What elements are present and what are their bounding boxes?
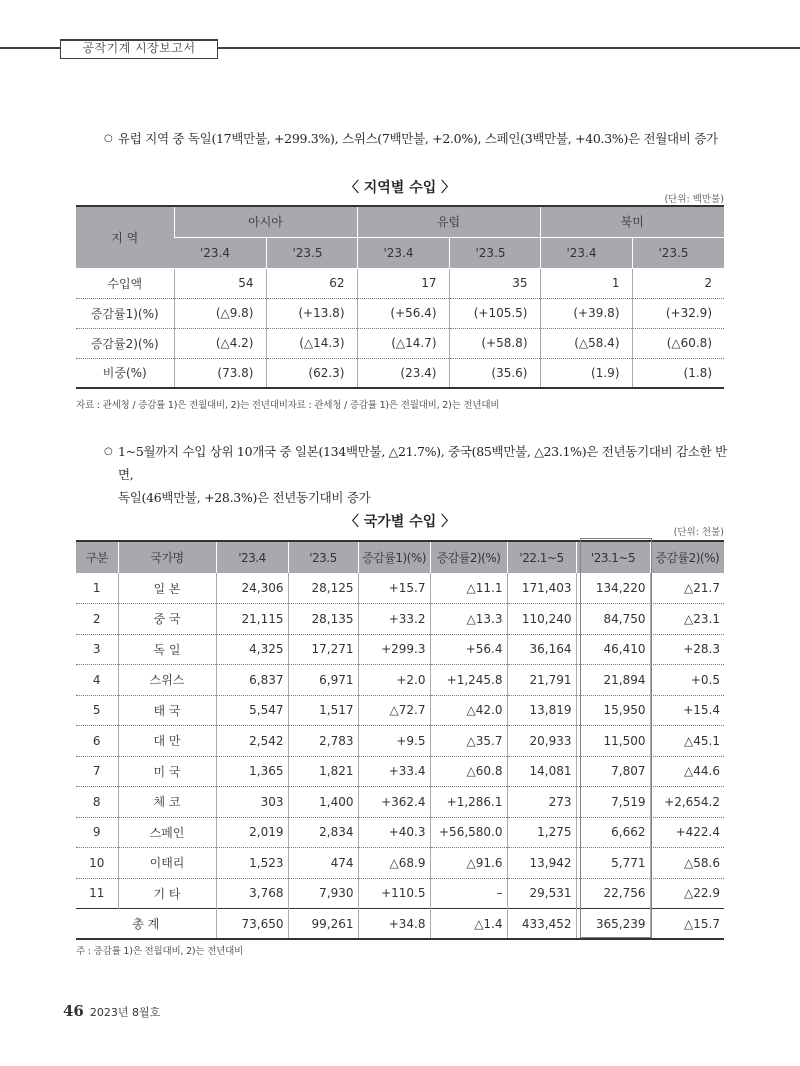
table-row bbox=[76, 604, 724, 635]
rank-cell: 3 bbox=[76, 634, 118, 665]
table-cell: 273 bbox=[507, 787, 576, 818]
row-label: 증감률1)(%) bbox=[76, 298, 174, 328]
table-row bbox=[76, 878, 724, 909]
table-cell: +9.5 bbox=[358, 726, 430, 757]
table-cell: (+56.4) bbox=[357, 298, 449, 328]
table-cell: △44.6 bbox=[650, 756, 724, 787]
table-cell: 62 bbox=[266, 268, 357, 298]
table-cell: 1,275 bbox=[507, 817, 576, 848]
paragraph-europe bbox=[104, 127, 728, 150]
table-cell: 54 bbox=[174, 268, 266, 298]
table-cell: +56,580.0 bbox=[430, 817, 507, 848]
table-cell: (△14.7) bbox=[357, 328, 449, 358]
rank-cell: 4 bbox=[76, 665, 118, 696]
table-cell: 28,125 bbox=[288, 573, 358, 604]
table-cell: 24,306 bbox=[216, 573, 288, 604]
table-cell: 171,403 bbox=[507, 573, 576, 604]
country-cell: 독 일 bbox=[118, 634, 216, 665]
table-cell: 15,950 bbox=[576, 695, 650, 726]
table-cell: △72.7 bbox=[358, 695, 430, 726]
table-cell: 1,821 bbox=[288, 756, 358, 787]
table-cell: △68.9 bbox=[358, 848, 430, 879]
table-cell: +299.3 bbox=[358, 634, 430, 665]
table-cell: △21.7 bbox=[650, 573, 724, 604]
period-header: '23.5 bbox=[632, 237, 724, 268]
column-header: 증감률1)(%) bbox=[358, 541, 430, 573]
table-cell: +15.4 bbox=[650, 695, 724, 726]
table-cell: (+105.5) bbox=[449, 298, 540, 328]
table-cell: 6,837 bbox=[216, 665, 288, 696]
table-cell: (△60.8) bbox=[632, 328, 724, 358]
table-cell: 84,750 bbox=[576, 604, 650, 635]
table-row bbox=[76, 756, 724, 787]
country-cell: 미 국 bbox=[118, 756, 216, 787]
table-cell: 2,542 bbox=[216, 726, 288, 757]
table1-unit: (단위: 백만불) bbox=[664, 194, 724, 205]
table-cell: △15.7 bbox=[650, 909, 724, 940]
table-cell: 36,164 bbox=[507, 634, 576, 665]
table-cell: (△9.8) bbox=[174, 298, 266, 328]
rank-cell: 7 bbox=[76, 756, 118, 787]
total-row bbox=[76, 909, 724, 940]
table-row bbox=[76, 634, 724, 665]
rank-cell: 1 bbox=[76, 573, 118, 604]
header-rule-right bbox=[218, 47, 800, 49]
table-row bbox=[76, 726, 724, 757]
table-cell: (△4.2) bbox=[174, 328, 266, 358]
table1-caption: 〈 지역별 수입 〉 bbox=[344, 180, 456, 196]
table-cell: 22,756 bbox=[576, 878, 650, 909]
table-row bbox=[76, 695, 724, 726]
table-cell: (1.9) bbox=[540, 358, 632, 388]
country-cell: 이태리 bbox=[118, 848, 216, 879]
table-cell: 99,261 bbox=[288, 909, 358, 940]
table-cell: +422.4 bbox=[650, 817, 724, 848]
table-cell: △11.1 bbox=[430, 573, 507, 604]
table-cell: +2,654.2 bbox=[650, 787, 724, 818]
table-cell: △13.3 bbox=[430, 604, 507, 635]
table-cell: 1,523 bbox=[216, 848, 288, 879]
country-cell: 중 국 bbox=[118, 604, 216, 635]
column-header: 국가명 bbox=[118, 541, 216, 573]
column-header: '22.1~5 bbox=[507, 541, 576, 573]
rank-cell: 9 bbox=[76, 817, 118, 848]
table-cell: (+32.9) bbox=[632, 298, 724, 328]
rank-cell: 5 bbox=[76, 695, 118, 726]
table-cell: 20,933 bbox=[507, 726, 576, 757]
country-cell: 태 국 bbox=[118, 695, 216, 726]
period-header: '23.5 bbox=[266, 237, 357, 268]
country-cell: 스위스 bbox=[118, 665, 216, 696]
table-row bbox=[76, 328, 724, 358]
table-row bbox=[76, 665, 724, 696]
table-cell: 17 bbox=[357, 268, 449, 298]
table-row bbox=[76, 787, 724, 818]
table-cell: 5,771 bbox=[576, 848, 650, 879]
table2-note: 주 : 증감률 1)은 전월대비, 2)는 전년대비 bbox=[76, 946, 244, 957]
table-cell: (35.6) bbox=[449, 358, 540, 388]
table-cell: 1,365 bbox=[216, 756, 288, 787]
paragraph-top-countries bbox=[104, 440, 728, 509]
rank-cell: 8 bbox=[76, 787, 118, 818]
table-cell: 13,819 bbox=[507, 695, 576, 726]
table-cell: △35.7 bbox=[430, 726, 507, 757]
table-cell: 5,547 bbox=[216, 695, 288, 726]
table-row bbox=[76, 573, 724, 604]
table-cell: 1,517 bbox=[288, 695, 358, 726]
page-number: 46 bbox=[63, 1002, 84, 1020]
issue-date: 2023년 8월호 bbox=[89, 1006, 161, 1019]
table-cell: 2,783 bbox=[288, 726, 358, 757]
table-cell: +1,286.1 bbox=[430, 787, 507, 818]
table-cell: 21,894 bbox=[576, 665, 650, 696]
table-cell: (+13.8) bbox=[266, 298, 357, 328]
column-header: '23.5 bbox=[288, 541, 358, 573]
table-cell: △23.1 bbox=[650, 604, 724, 635]
table-cell: (+58.8) bbox=[449, 328, 540, 358]
table-cell: 46,410 bbox=[576, 634, 650, 665]
table-cell: +110.5 bbox=[358, 878, 430, 909]
table-cell: 35 bbox=[449, 268, 540, 298]
region-header: 아시아 bbox=[174, 206, 357, 237]
total-label: 총 계 bbox=[76, 909, 216, 940]
table-cell: +56.4 bbox=[430, 634, 507, 665]
country-cell: 일 본 bbox=[118, 573, 216, 604]
table-cell: 1 bbox=[540, 268, 632, 298]
table-cell: 7,519 bbox=[576, 787, 650, 818]
page-footer bbox=[63, 1002, 160, 1020]
table-cell: △22.9 bbox=[650, 878, 724, 909]
period-header: '23.5 bbox=[449, 237, 540, 268]
table-row bbox=[76, 358, 724, 388]
country-cell: 스페인 bbox=[118, 817, 216, 848]
table-cell: (+39.8) bbox=[540, 298, 632, 328]
table-cell: +28.3 bbox=[650, 634, 724, 665]
column-header: 증감률2)(%) bbox=[650, 541, 724, 573]
region-header: 북미 bbox=[540, 206, 724, 237]
rank-cell: 2 bbox=[76, 604, 118, 635]
country-import-table bbox=[76, 540, 724, 940]
table-cell: (73.8) bbox=[174, 358, 266, 388]
country-cell: 체 코 bbox=[118, 787, 216, 818]
column-header: 증감률2)(%) bbox=[430, 541, 507, 573]
table-cell: +40.3 bbox=[358, 817, 430, 848]
table-cell: △60.8 bbox=[430, 756, 507, 787]
table1-corner: 지 역 bbox=[76, 206, 174, 268]
table-cell: 2,019 bbox=[216, 817, 288, 848]
table-cell: +33.2 bbox=[358, 604, 430, 635]
table-cell: 110,240 bbox=[507, 604, 576, 635]
table-cell: +362.4 bbox=[358, 787, 430, 818]
table-cell: 4,325 bbox=[216, 634, 288, 665]
table-cell: +0.5 bbox=[650, 665, 724, 696]
table-cell: 13,942 bbox=[507, 848, 576, 879]
table-cell: 2 bbox=[632, 268, 724, 298]
table-cell: 433,452 bbox=[507, 909, 576, 940]
period-header: '23.4 bbox=[174, 237, 266, 268]
table-cell: 7,807 bbox=[576, 756, 650, 787]
table-cell: △58.6 bbox=[650, 848, 724, 879]
table-cell: 21,115 bbox=[216, 604, 288, 635]
rank-cell: 11 bbox=[76, 878, 118, 909]
row-label: 비중(%) bbox=[102, 366, 147, 381]
header-title: 공작기계 시장보고서 bbox=[60, 39, 218, 59]
table-cell: △45.1 bbox=[650, 726, 724, 757]
bullet-icon: ○ bbox=[104, 133, 113, 144]
table-cell: 14,081 bbox=[507, 756, 576, 787]
regional-import-table bbox=[76, 205, 724, 389]
table-cell: – bbox=[430, 878, 507, 909]
row-label: 수입액 bbox=[76, 268, 174, 298]
table-cell: 6,662 bbox=[576, 817, 650, 848]
table-cell: △91.6 bbox=[430, 848, 507, 879]
table-cell: (62.3) bbox=[266, 358, 357, 388]
table-cell: 21,791 bbox=[507, 665, 576, 696]
period-header: '23.4 bbox=[357, 237, 449, 268]
table-cell: 1,400 bbox=[288, 787, 358, 818]
table-cell: +2.0 bbox=[358, 665, 430, 696]
paragraph-europe-text: 유럽 지역 중 독일(17백만불, +299.3%), 스위스(7백만불, +2.0%), 스페인(3백만불, +40.3%)은 전월대비 증가 bbox=[118, 131, 718, 146]
header-rule-left bbox=[0, 47, 60, 49]
table-cell: △42.0 bbox=[430, 695, 507, 726]
table-cell: 2,834 bbox=[288, 817, 358, 848]
bullet-icon: ○ bbox=[104, 446, 113, 457]
table-cell: (1.8) bbox=[632, 358, 724, 388]
table-cell: 7,930 bbox=[288, 878, 358, 909]
table-cell: 474 bbox=[288, 848, 358, 879]
period-header: '23.4 bbox=[540, 237, 632, 268]
table2-unit: (단위: 천불) bbox=[673, 527, 724, 538]
table-row bbox=[76, 848, 724, 879]
table-cell: 11,500 bbox=[576, 726, 650, 757]
table1-note: 자료 : 관세청 / 증감률 1)은 전월대비, 2)는 전년대비자료 : 관세청 / 증감률 1)은 전월대비, 2)는 전년대비 bbox=[76, 400, 500, 411]
table-row bbox=[76, 298, 724, 328]
table-row bbox=[76, 268, 724, 298]
table-cell: △1.4 bbox=[430, 909, 507, 940]
country-cell: 대 만 bbox=[118, 726, 216, 757]
column-header: '23.1~5 bbox=[576, 541, 650, 573]
table-cell: (23.4) bbox=[357, 358, 449, 388]
table-cell: +15.7 bbox=[358, 573, 430, 604]
row-label: 증감률2)(%) bbox=[76, 328, 174, 358]
column-header: '23.4 bbox=[216, 541, 288, 573]
table-cell: 73,650 bbox=[216, 909, 288, 940]
paragraph-top-countries-line2: 독일(46백만불, +28.3%)은 전년동기대비 증가 bbox=[118, 490, 371, 505]
table-cell: 3,768 bbox=[216, 878, 288, 909]
table-cell: 29,531 bbox=[507, 878, 576, 909]
country-cell: 기 타 bbox=[118, 878, 216, 909]
paragraph-top-countries-line1: 1~5월까지 수입 상위 10개국 중 일본(134백만불, △21.7%), 중국(85백만불, △23.1%)은 전년동기대비 감소한 반면, bbox=[118, 444, 727, 482]
table2-caption: 〈 국가별 수입 〉 bbox=[344, 514, 456, 530]
table-cell: 134,220 bbox=[576, 573, 650, 604]
table-row bbox=[76, 817, 724, 848]
table-cell: 303 bbox=[216, 787, 288, 818]
rank-cell: 10 bbox=[76, 848, 118, 879]
table-cell: (△58.4) bbox=[540, 328, 632, 358]
table-cell: 17,271 bbox=[288, 634, 358, 665]
table-cell: 6,971 bbox=[288, 665, 358, 696]
table-cell: (△14.3) bbox=[266, 328, 357, 358]
rank-cell: 6 bbox=[76, 726, 118, 757]
region-header: 유럽 bbox=[357, 206, 540, 237]
table-cell: +34.8 bbox=[358, 909, 430, 940]
table-cell: +33.4 bbox=[358, 756, 430, 787]
column-header: 구분 bbox=[76, 541, 118, 573]
table-cell: +1,245.8 bbox=[430, 665, 507, 696]
table-cell: 28,135 bbox=[288, 604, 358, 635]
table-cell: 365,239 bbox=[576, 909, 650, 940]
